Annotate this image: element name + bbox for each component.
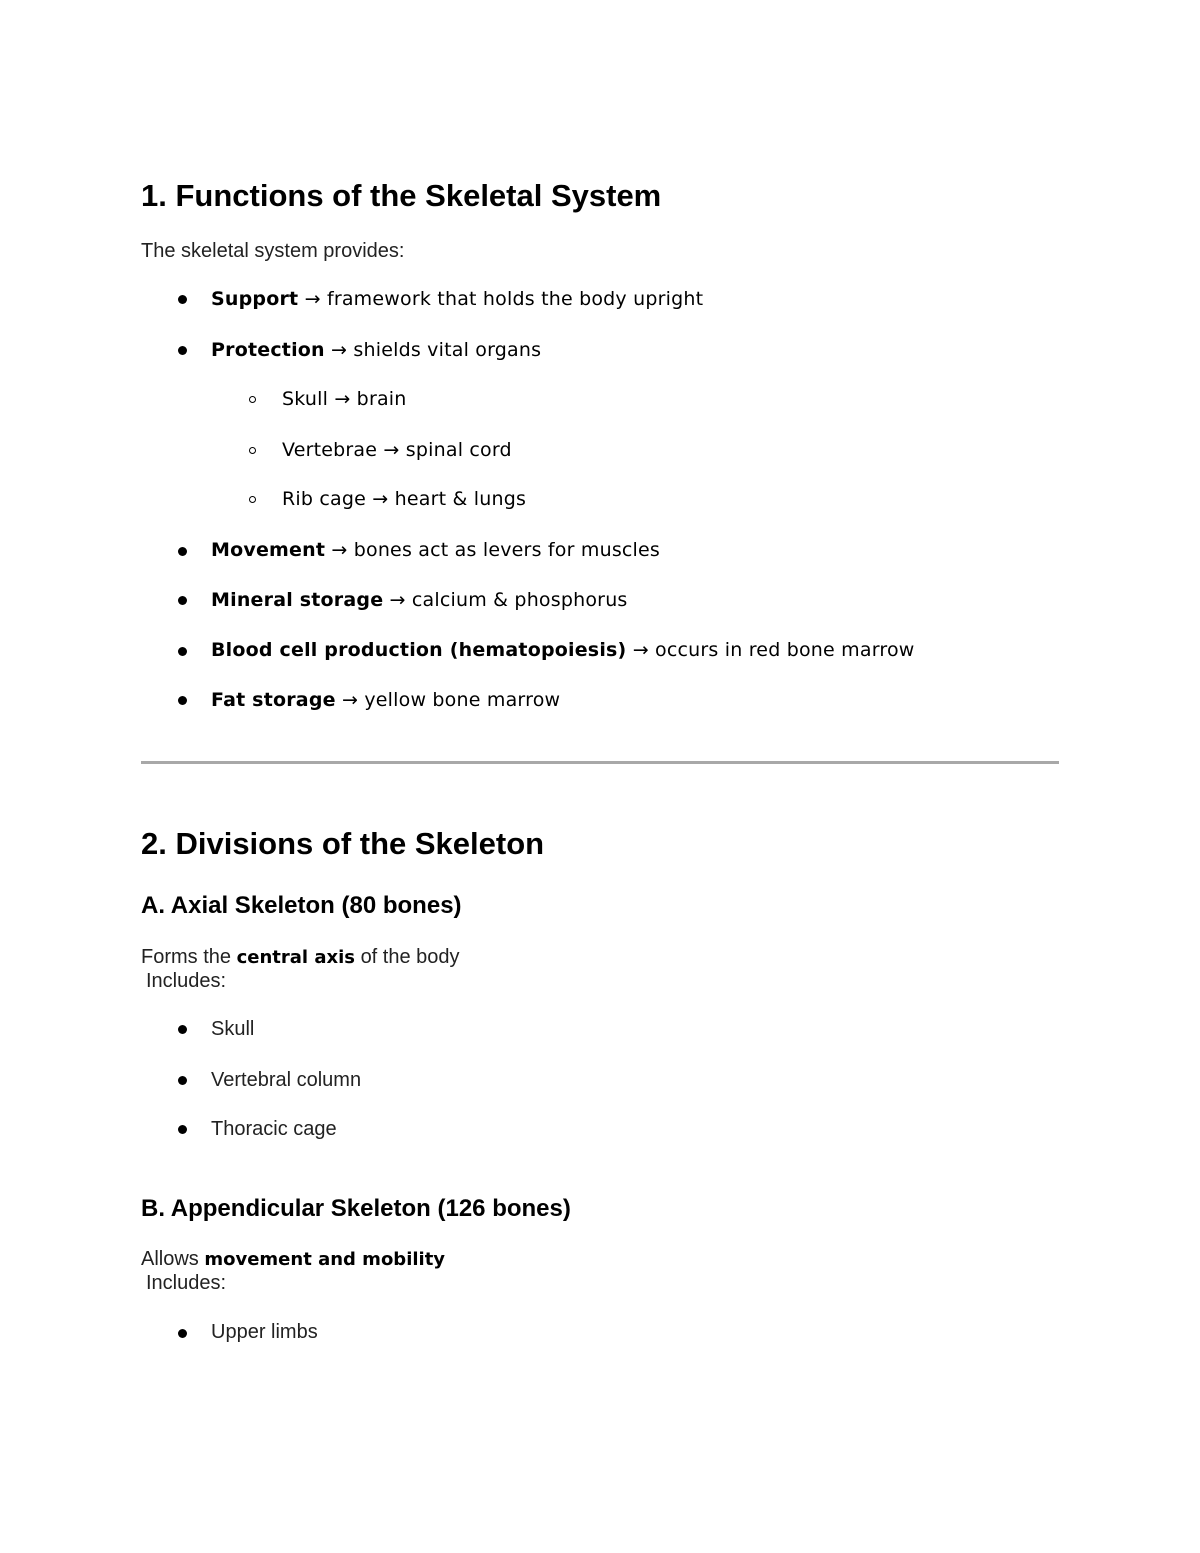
appendicular-includes-label: Includes:	[146, 1272, 227, 1294]
list-item	[211, 287, 703, 311]
item-term: Mineral storage	[211, 589, 384, 611]
item-desc: → calcium & phosphorus	[389, 589, 628, 611]
item-desc: → yellow bone marrow	[341, 689, 561, 711]
axial-intro-suffix: of the body	[360, 946, 460, 968]
section-divider	[141, 761, 1059, 764]
axial-includes-label: Includes:	[146, 970, 227, 992]
section-2-title: 2. Divisions of the Skeleton	[141, 826, 545, 861]
sub-list-item: Vertebrae → spinal cord	[282, 439, 512, 461]
bullet-icon	[178, 596, 187, 605]
sub-list-item: Skull → brain	[282, 388, 407, 410]
list-item: Thoracic cage	[211, 1118, 337, 1140]
axial-heading: A. Axial Skeleton (80 bones)	[141, 892, 462, 919]
bullet-icon	[178, 1125, 187, 1134]
item-desc: → bones act as levers for muscles	[331, 539, 661, 561]
bullet-icon	[178, 547, 187, 556]
bullet-icon	[178, 1076, 187, 1085]
item-desc: → shields vital organs	[331, 339, 542, 361]
item-desc: → framework that holds the body upright	[304, 288, 704, 310]
sub-bullet-icon	[249, 447, 256, 454]
list-item	[211, 638, 915, 662]
bullet-icon	[178, 1329, 187, 1338]
bullet-icon	[178, 696, 187, 705]
sub-bullet-icon	[249, 496, 256, 503]
item-term: Support	[211, 288, 299, 310]
axial-intro	[141, 945, 460, 970]
axial-intro-bold: central axis	[236, 947, 355, 968]
bullet-icon	[178, 346, 187, 355]
bullet-icon	[178, 647, 187, 656]
list-item	[211, 688, 560, 712]
list-item	[211, 588, 628, 612]
item-term: Fat storage	[211, 689, 336, 711]
item-term: Protection	[211, 339, 325, 361]
list-item: Vertebral column	[211, 1069, 362, 1091]
appendicular-intro-prefix: Allows	[141, 1248, 199, 1270]
section-1-intro: The skeletal system provides:	[141, 240, 405, 262]
list-item: Upper limbs	[211, 1321, 318, 1343]
appendicular-heading: B. Appendicular Skeleton (126 bones)	[141, 1195, 571, 1222]
item-desc: → occurs in red bone marrow	[632, 639, 915, 661]
sub-list-item: Rib cage → heart & lungs	[282, 488, 527, 510]
item-term: Movement	[211, 539, 326, 561]
list-item	[211, 338, 541, 362]
list-item: Skull	[211, 1018, 255, 1040]
section-1-title: 1. Functions of the Skeletal System	[141, 178, 662, 213]
item-term: Blood cell production (hematopoiesis)	[211, 639, 627, 661]
bullet-icon	[178, 295, 187, 304]
appendicular-intro-bold: movement and mobility	[204, 1249, 446, 1270]
bullet-icon	[178, 1025, 187, 1034]
appendicular-intro	[141, 1247, 445, 1272]
list-item	[211, 538, 660, 562]
sub-bullet-icon	[249, 396, 256, 403]
axial-intro-prefix: Forms the	[141, 946, 232, 968]
